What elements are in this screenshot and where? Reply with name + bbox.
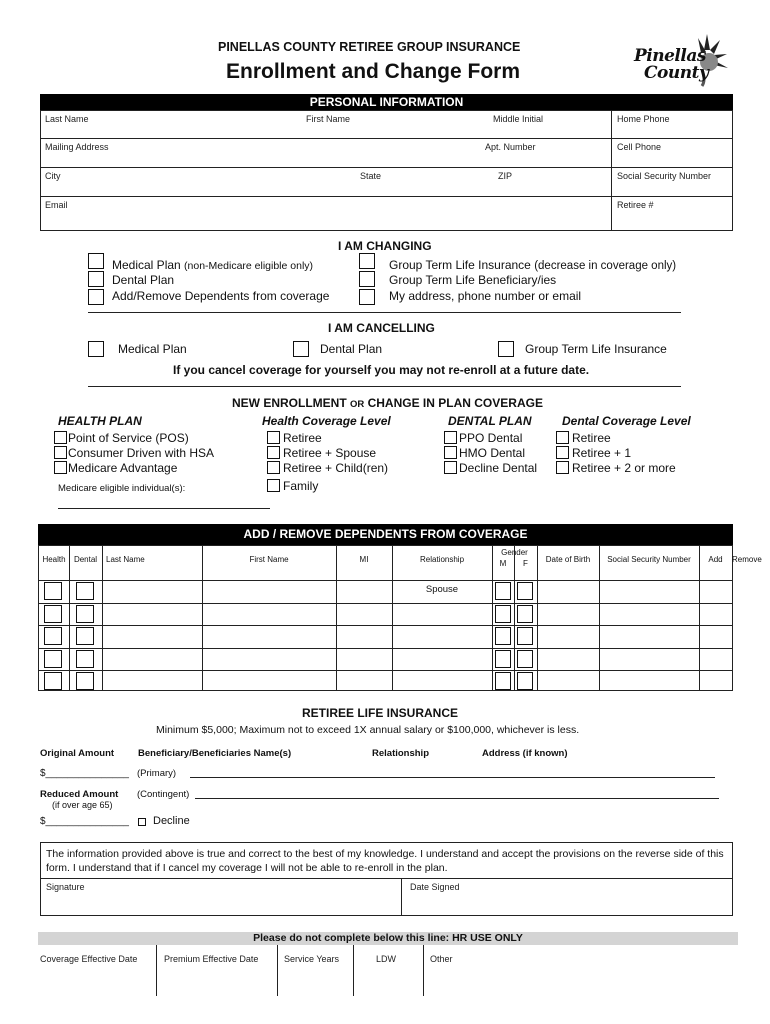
change-group-term-label: Group Term Life Insurance (decrease in coverage only) <box>389 258 677 272</box>
contingent-line[interactable] <box>195 798 719 799</box>
if-over-label: (if over age 65) <box>52 800 113 810</box>
cancel-life-label: Group Term Life Insurance <box>525 342 667 356</box>
dep-header-ssn: Social Security Number <box>607 555 691 564</box>
retiree-label: Retiree <box>283 431 322 445</box>
gender-f-checkbox[interactable] <box>517 627 533 645</box>
d-retiree2-checkbox[interactable] <box>556 461 569 474</box>
gender-f-checkbox[interactable] <box>517 582 533 600</box>
contingent-label: (Contingent) <box>137 789 190 800</box>
dep-header-dental: Dental <box>73 555 98 564</box>
county-logo <box>632 32 732 88</box>
change-address-checkbox[interactable] <box>359 289 375 305</box>
gender-f-checkbox[interactable] <box>517 650 533 668</box>
premium-effective-field[interactable]: Premium Effective Date <box>164 954 259 964</box>
change-medical-checkbox[interactable] <box>88 253 104 269</box>
medicare-adv-checkbox[interactable] <box>54 461 67 474</box>
pos-checkbox[interactable] <box>54 431 67 444</box>
change-dental-label: Dental Plan <box>112 273 175 287</box>
divider <box>88 386 681 387</box>
family-checkbox[interactable] <box>267 479 280 492</box>
cancel-medical-label: Medical Plan <box>118 342 187 356</box>
column-divider <box>336 546 337 690</box>
change-beneficiary-label: Group Term Life Beneficiary/ies <box>389 273 557 287</box>
row-divider <box>39 603 732 604</box>
ldw-field[interactable]: LDW <box>376 954 396 964</box>
decline-dental-checkbox[interactable] <box>444 461 457 474</box>
health-checkbox[interactable] <box>44 605 62 623</box>
date-signed-field[interactable]: Date Signed <box>410 882 460 892</box>
health-checkbox[interactable] <box>44 582 62 600</box>
column-divider <box>392 546 393 690</box>
dep-header-add: Add <box>708 555 723 564</box>
gender-f-checkbox[interactable] <box>517 605 533 623</box>
dep-header-dob: Date of Birth <box>545 555 591 564</box>
logo-text-1: Pinellas <box>634 46 706 66</box>
mailing-address-field[interactable]: Mailing Address <box>45 142 109 152</box>
dep-header-health: Health <box>42 555 66 564</box>
service-years-field[interactable]: Service Years <box>284 954 340 964</box>
reduced-amount-field[interactable]: $_______________ <box>40 816 129 827</box>
signature-field[interactable]: Signature <box>46 882 85 892</box>
medicare-eligible-label: Medicare eligible individual(s): <box>58 483 186 494</box>
gender-m-checkbox[interactable] <box>495 672 511 690</box>
change-address-label: My address, phone number or email <box>389 289 582 303</box>
gender-m-checkbox[interactable] <box>495 605 511 623</box>
retiree-child-label: Retiree + Child(ren) <box>283 461 389 475</box>
column-divider <box>537 546 538 690</box>
column-divider <box>699 546 700 690</box>
dep-header-gender: Gender <box>501 548 528 557</box>
dep-header-mi: MI <box>359 555 369 564</box>
hmo-checkbox[interactable] <box>444 446 457 459</box>
ppo-checkbox[interactable] <box>444 431 457 444</box>
decline-dental-label: Decline Dental <box>459 461 538 475</box>
reduced-amount-label: Reduced Amount <box>40 789 119 800</box>
decline-checkbox[interactable] <box>138 818 146 826</box>
middle-initial-field[interactable]: Middle Initial <box>493 114 544 124</box>
last-name-field[interactable]: Last Name <box>45 114 89 124</box>
changing-heading: I AM CHANGING <box>338 239 432 253</box>
personal-info-heading: PERSONAL INFORMATION <box>40 94 733 110</box>
dep-header-first-name: First Name <box>249 555 289 564</box>
health-checkbox[interactable] <box>44 650 62 668</box>
d-retiree1-checkbox[interactable] <box>556 446 569 459</box>
retiree-spouse-checkbox[interactable] <box>267 446 280 459</box>
cancel-warning: If you cancel coverage for yourself you may not re-enroll at a future date. <box>173 363 590 377</box>
city-field[interactable]: City <box>45 171 61 181</box>
ppo-label: PPO Dental <box>459 431 523 445</box>
gender-m-checkbox[interactable] <box>495 650 511 668</box>
column-divider <box>599 546 600 690</box>
change-dental-checkbox[interactable] <box>88 271 104 287</box>
change-group-term-checkbox[interactable] <box>359 253 375 269</box>
form-title: Enrollment and Change Form <box>226 60 521 83</box>
primary-label: (Primary) <box>137 768 177 779</box>
cancel-medical-checkbox[interactable] <box>88 341 104 357</box>
change-dependents-label: Add/Remove Dependents from coverage <box>112 289 330 303</box>
life-subtitle: Minimum $5,000; Maximum not to exceed 1X annual salary or $100,000, whichever is less. <box>156 724 580 736</box>
coverage-effective-field[interactable]: Coverage Effective Date <box>40 954 138 964</box>
primary-line[interactable] <box>190 777 715 778</box>
org-title: PINELLAS COUNTY RETIREE GROUP INSURANCE <box>218 40 521 54</box>
hr-banner: Please do not complete below this line: HR USE ONLY <box>38 932 738 945</box>
column-divider <box>202 546 203 690</box>
column-divider <box>732 546 733 690</box>
cancelling-heading: I AM CANCELLING <box>328 321 435 335</box>
retiree-checkbox[interactable] <box>267 431 280 444</box>
cdhsa-checkbox[interactable] <box>54 446 67 459</box>
beneficiaries-label: Beneficiary/Beneficiaries Name(s) <box>138 748 292 759</box>
pos-label: Point of Service (POS) <box>68 431 189 445</box>
d-retiree2-label: Retiree + 2 or more <box>572 461 676 475</box>
dental-checkbox[interactable] <box>76 650 94 668</box>
column-divider <box>69 546 70 690</box>
row-divider <box>39 580 732 581</box>
home-phone-field[interactable]: Home Phone <box>617 114 670 124</box>
medicare-adv-label: Medicare Advantage <box>68 461 178 475</box>
dependents-table: Health Dental Last Name First Name MI Relationship Date of Birth Social Security Number Add Remove Gender M F Spouse <box>38 545 733 691</box>
zip-field[interactable]: ZIP <box>498 171 513 181</box>
health-checkbox[interactable] <box>44 627 62 645</box>
cdhsa-label: Consumer Driven with HSA <box>68 446 215 460</box>
change-dependents-checkbox[interactable] <box>88 289 104 305</box>
apt-number-field[interactable]: Apt. Number <box>485 142 536 152</box>
family-label: Family <box>283 479 319 493</box>
cell-phone-field[interactable]: Cell Phone <box>617 142 662 152</box>
hmo-label: HMO Dental <box>459 446 526 460</box>
logo-text-2: County <box>644 63 709 83</box>
medicare-eligible-line[interactable] <box>58 508 270 509</box>
health-checkbox[interactable] <box>44 672 62 690</box>
dep-header-f: F <box>523 559 528 568</box>
attestation-text: The information provided above is true and correct to the best of my knowledge. I understand and accept the provisions on the reverse side of this form. I understand that if I cancel my coverage I will not be able to re-enroll in the plan. <box>46 848 724 874</box>
email-field[interactable]: Email <box>45 200 68 210</box>
dental-level-heading: Dental Coverage Level <box>562 414 691 428</box>
dependents-heading: ADD / REMOVE DEPENDENTS FROM COVERAGE <box>38 524 733 545</box>
row-divider <box>39 648 732 649</box>
dep-header-m: M <box>499 559 507 568</box>
dental-checkbox[interactable] <box>76 672 94 690</box>
health-level-heading: Health Coverage Level <box>262 414 391 428</box>
column-divider <box>102 546 103 690</box>
retiree-spouse-label: Retiree + Spouse <box>283 446 377 460</box>
dep-header-last-name: Last Name <box>106 555 145 564</box>
row-divider <box>39 670 732 671</box>
state-field[interactable]: State <box>360 171 382 181</box>
dental-checkbox[interactable] <box>76 627 94 645</box>
retiree-number-field[interactable]: Retiree # <box>617 200 654 210</box>
address-label: Address (if known) <box>482 748 568 759</box>
first-name-field[interactable]: First Name <box>306 114 351 124</box>
change-medical-label: Medical Plan (non-Medicare eligible only) <box>112 258 314 272</box>
divider <box>88 312 681 313</box>
d-retiree-label: Retiree <box>572 431 611 445</box>
life-heading: RETIREE LIFE INSURANCE <box>302 706 459 720</box>
d-retiree-checkbox[interactable] <box>556 431 569 444</box>
cancel-dental-label: Dental Plan <box>320 342 383 356</box>
gender-f-checkbox[interactable] <box>517 672 533 690</box>
relationship-label: Relationship <box>372 748 430 759</box>
decline-label: Decline <box>153 815 190 827</box>
d-retiree1-label: Retiree + 1 <box>572 446 632 460</box>
original-amount-label: Original Amount <box>40 748 115 759</box>
original-amount-field[interactable]: $_______________ <box>40 768 129 779</box>
dental-plan-heading: DENTAL PLAN <box>448 414 532 428</box>
gender-m-checkbox[interactable] <box>495 582 511 600</box>
row-divider <box>39 625 732 626</box>
dep-header-relationship: Relationship <box>419 555 465 564</box>
change-beneficiary-checkbox[interactable] <box>359 271 375 287</box>
enrollment-heading: NEW ENROLLMENT OR CHANGE IN PLAN COVERAGE <box>232 396 543 410</box>
cancel-dental-checkbox[interactable] <box>293 341 309 357</box>
dental-checkbox[interactable] <box>76 605 94 623</box>
other-field[interactable]: Other <box>430 954 453 964</box>
dep-relationship-spouse: Spouse <box>425 584 459 595</box>
cancel-life-checkbox[interactable] <box>498 341 514 357</box>
retiree-child-checkbox[interactable] <box>267 461 280 474</box>
gender-m-checkbox[interactable] <box>495 627 511 645</box>
ssn-field[interactable]: Social Security Number <box>617 171 712 181</box>
health-plan-heading: HEALTH PLAN <box>58 414 142 428</box>
dental-checkbox[interactable] <box>76 582 94 600</box>
